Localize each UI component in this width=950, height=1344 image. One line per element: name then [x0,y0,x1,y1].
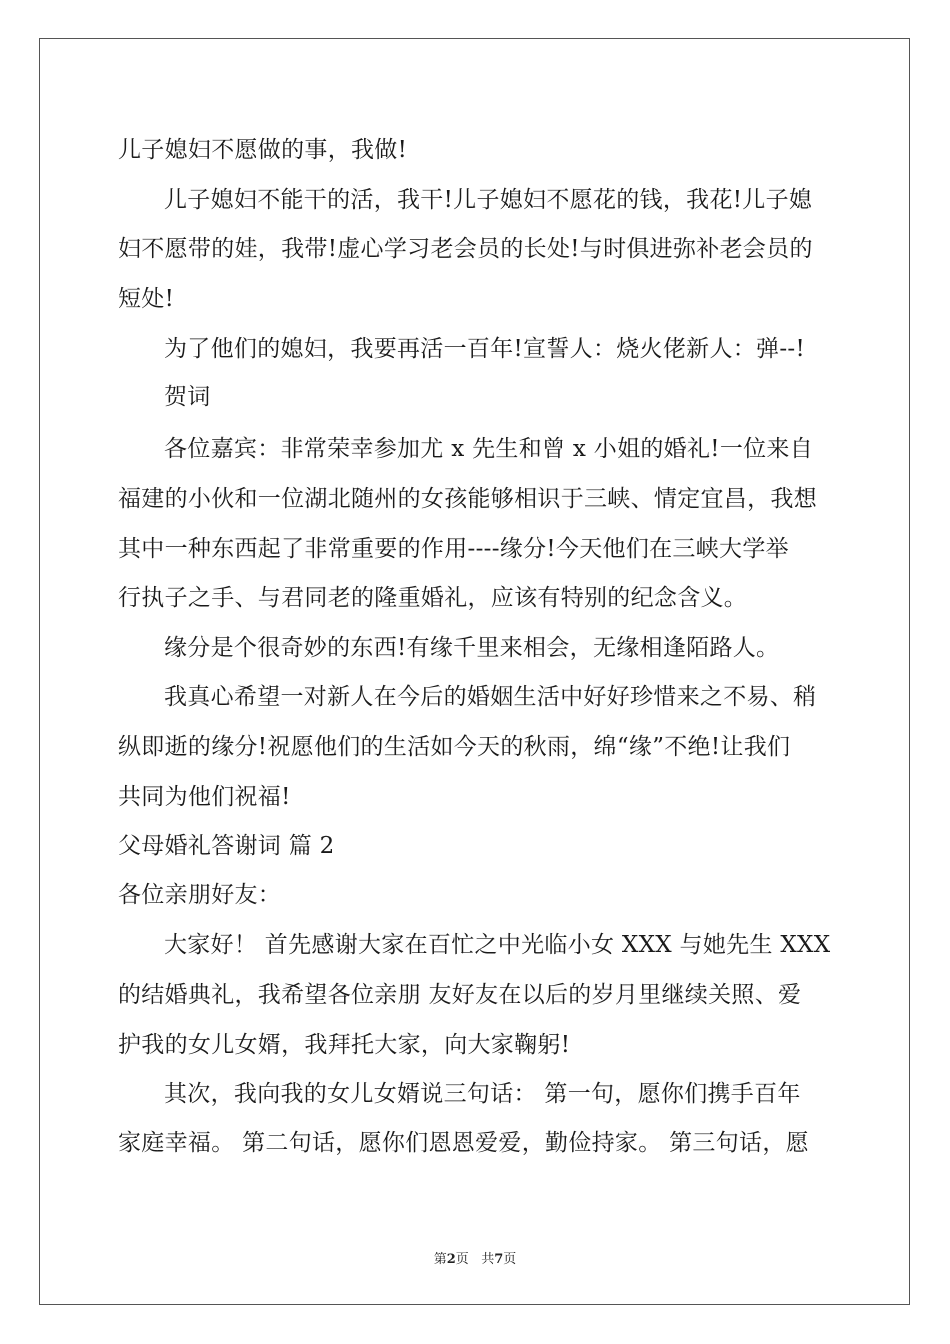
text-line: 大家好！ 首先感谢大家在百忙之中光临小女 XXX 与她先生 XXX [164,932,831,958]
footer-page-suffix: 页 [455,1252,469,1267]
footer-total-prefix: 共 [481,1252,495,1267]
text-line: 的结婚典礼，我希望各位亲朋 友好友在以后的岁月里继续关照、爱 [118,982,802,1008]
text-line: 各位嘉宾：非常荣幸参加尤 x 先生和曾 x 小姐的婚礼!一位来自 [164,436,814,462]
text-line: 儿子媳妇不能干的活，我干!儿子媳妇不愿花的钱，我花!儿子媳 [164,187,813,213]
text-line: 护我的女儿女婿，我拜托大家，向大家鞠躬! [118,1032,571,1058]
salutation: 各位亲朋好友： [118,882,282,908]
text-line: 行执子之手、与君同老的隆重婚礼，应该有特别的纪念含义。 [118,585,748,611]
text-line: 家庭幸福。 第二句话，愿你们恩恩爱爱，勤俭持家。 第三句话，愿 [118,1130,809,1156]
text-line: 缘分是个很奇妙的东西!有缘千里来相会，无缘相逢陌路人。 [164,635,780,661]
page-footer [0,1248,950,1267]
section-heading: 贺词 [164,384,211,410]
text-line: 其中一种东西起了非常重要的作用----缘分!今天他们在三峡大学举 [118,536,789,562]
footer-total-suffix: 页 [503,1252,517,1267]
section-heading: 父母婚礼答谢词 篇 2 [118,833,335,859]
text-line: 为了他们的媳妇，我要再活一百年!宣誓人：烧火佬新人：弹--! [164,336,806,362]
text-line: 我真心希望一对新人在今后的婚姻生活中好好珍惜来之不易、稍 [164,684,817,710]
text-line: 福建的小伙和一位湖北随州的女孩能够相识于三峡、情定宜昌，我想 [118,486,817,512]
text-line: 共同为他们祝福! [118,784,291,810]
text-line: 妇不愿带的娃，我带!虚心学习老会员的长处!与时俱进弥补老会员的 [118,236,813,262]
footer-total-pages: 7 [494,1252,504,1267]
footer-page-prefix: 第 [433,1252,447,1267]
text-line: 儿子媳妇不愿做的事，我做! [118,137,408,163]
page-border [39,38,910,1305]
text-line: 其次，我向我的女儿女婿说三句话： 第一句，愿你们携手百年 [164,1081,801,1107]
footer-page-number: 2 [446,1252,456,1267]
text-line: 纵即逝的缘分!祝愿他们的生活如今天的秋雨，绵“缘”不绝!让我们 [118,734,791,760]
text-line: 短处! [118,286,175,312]
